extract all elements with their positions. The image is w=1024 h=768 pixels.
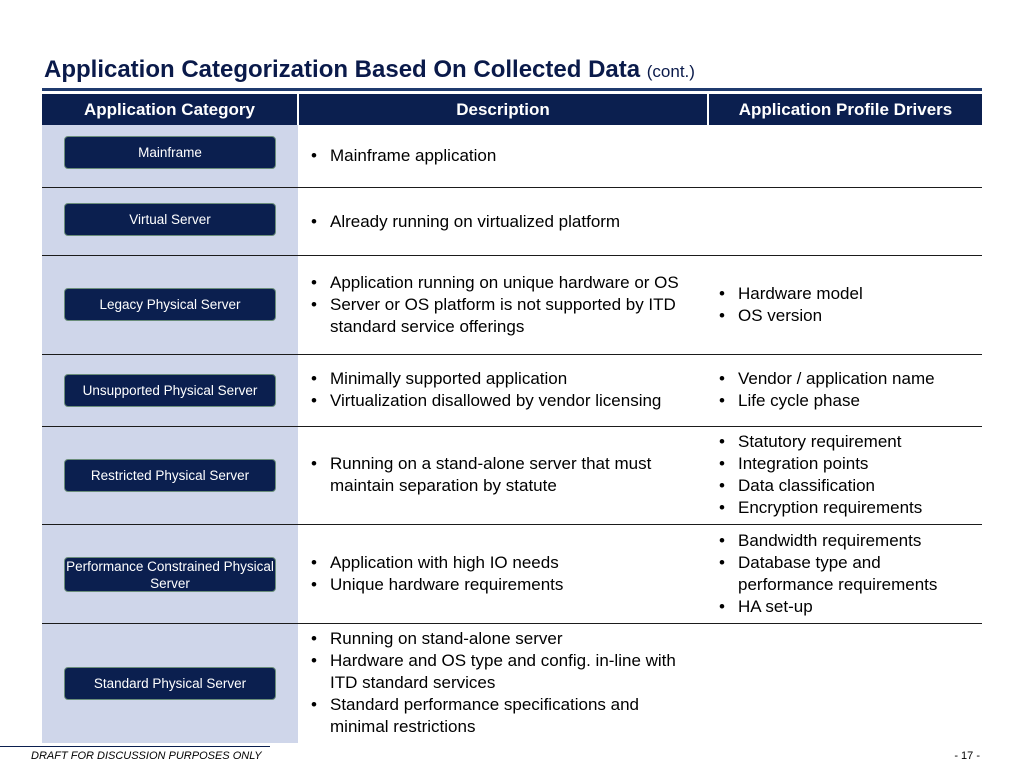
driver-item: • Encryption requirements [714,497,978,519]
table-header-row [42,94,982,125]
title-main: Application Categorization Based On Collected Data [44,56,641,83]
page-title [44,56,695,84]
description-list [306,628,702,738]
description-list [306,211,702,233]
description-cell [298,255,708,354]
category-badge-standard-physical-server: Standard Physical Server [64,667,276,700]
footer-rule [0,746,270,747]
header-drivers: Application Profile Drivers [708,94,982,125]
description-item: • Application with high IO needs [306,552,702,574]
drivers-cell [708,125,982,187]
description-item: • Mainframe application [306,145,702,167]
table-row [42,623,982,743]
category-cell [42,187,298,255]
description-item: • Application running on unique hardware or OS [306,272,702,294]
description-item: • Virtualization disallowed by vendor licensing [306,390,702,412]
drivers-cell [708,354,982,426]
driver-item: • Vendor / application name [714,368,978,390]
driver-item: • Integration points [714,453,978,475]
description-cell [298,623,708,743]
drivers-list [714,283,978,327]
description-list [306,453,702,497]
driver-item: • HA set-up [714,596,978,618]
category-badge-performance-constrained-physical-server: Performance Constrained Physical Server [64,557,276,592]
description-cell [298,187,708,255]
description-item: • Running on a stand-alone server that must maintain separation by statute [306,453,702,497]
category-cell [42,125,298,187]
table-row [42,524,982,623]
description-cell [298,426,708,524]
category-badge-legacy-physical-server: Legacy Physical Server [64,288,276,321]
category-cell [42,354,298,426]
driver-item: • Life cycle phase [714,390,978,412]
description-item: • Server or OS platform is not supported by ITD standard service offerings [306,294,702,338]
drivers-list [714,368,978,412]
category-badge-virtual-server: Virtual Server [64,203,276,236]
table-row [42,187,982,255]
drivers-cell [708,623,982,743]
drivers-cell [708,426,982,524]
category-cell [42,426,298,524]
drivers-cell [708,524,982,623]
description-list [306,145,702,167]
table-row [42,354,982,426]
drivers-cell [708,187,982,255]
category-cell [42,255,298,354]
title-rule [42,88,982,91]
driver-item: • Hardware model [714,283,978,305]
description-cell [298,354,708,426]
driver-item: • Data classification [714,475,978,497]
driver-item: • Statutory requirement [714,431,978,453]
category-cell [42,623,298,743]
title-suffix: (cont.) [646,62,695,81]
drivers-list [714,431,978,519]
table-row [42,255,982,354]
description-item: • Standard performance specifications and minimal restrictions [306,694,702,738]
description-item: • Unique hardware requirements [306,574,702,596]
drivers-list [714,530,978,618]
description-list [306,552,702,596]
category-badge-mainframe: Mainframe [64,136,276,169]
driver-item: • Bandwidth requirements [714,530,978,552]
table-row [42,125,982,187]
description-cell [298,125,708,187]
driver-item: • OS version [714,305,978,327]
category-badge-unsupported-physical-server: Unsupported Physical Server [64,374,276,407]
description-item: • Running on stand-alone server [306,628,702,650]
description-cell [298,524,708,623]
description-item: • Hardware and OS type and config. in-line with ITD standard services [306,650,702,694]
category-cell [42,524,298,623]
categorization-table [42,94,982,743]
header-category: Application Category [42,94,298,125]
description-list [306,368,702,412]
drivers-cell [708,255,982,354]
footer-disclaimer: DRAFT FOR DISCUSSION PURPOSES ONLY [31,750,262,762]
page-number: - 17 - [954,750,980,762]
header-description: Description [298,94,708,125]
description-item: • Minimally supported application [306,368,702,390]
driver-item: • Database type and performance requirements [714,552,978,596]
description-item: • Already running on virtualized platform [306,211,702,233]
category-badge-restricted-physical-server: Restricted Physical Server [64,459,276,492]
table-row [42,426,982,524]
description-list [306,272,702,338]
